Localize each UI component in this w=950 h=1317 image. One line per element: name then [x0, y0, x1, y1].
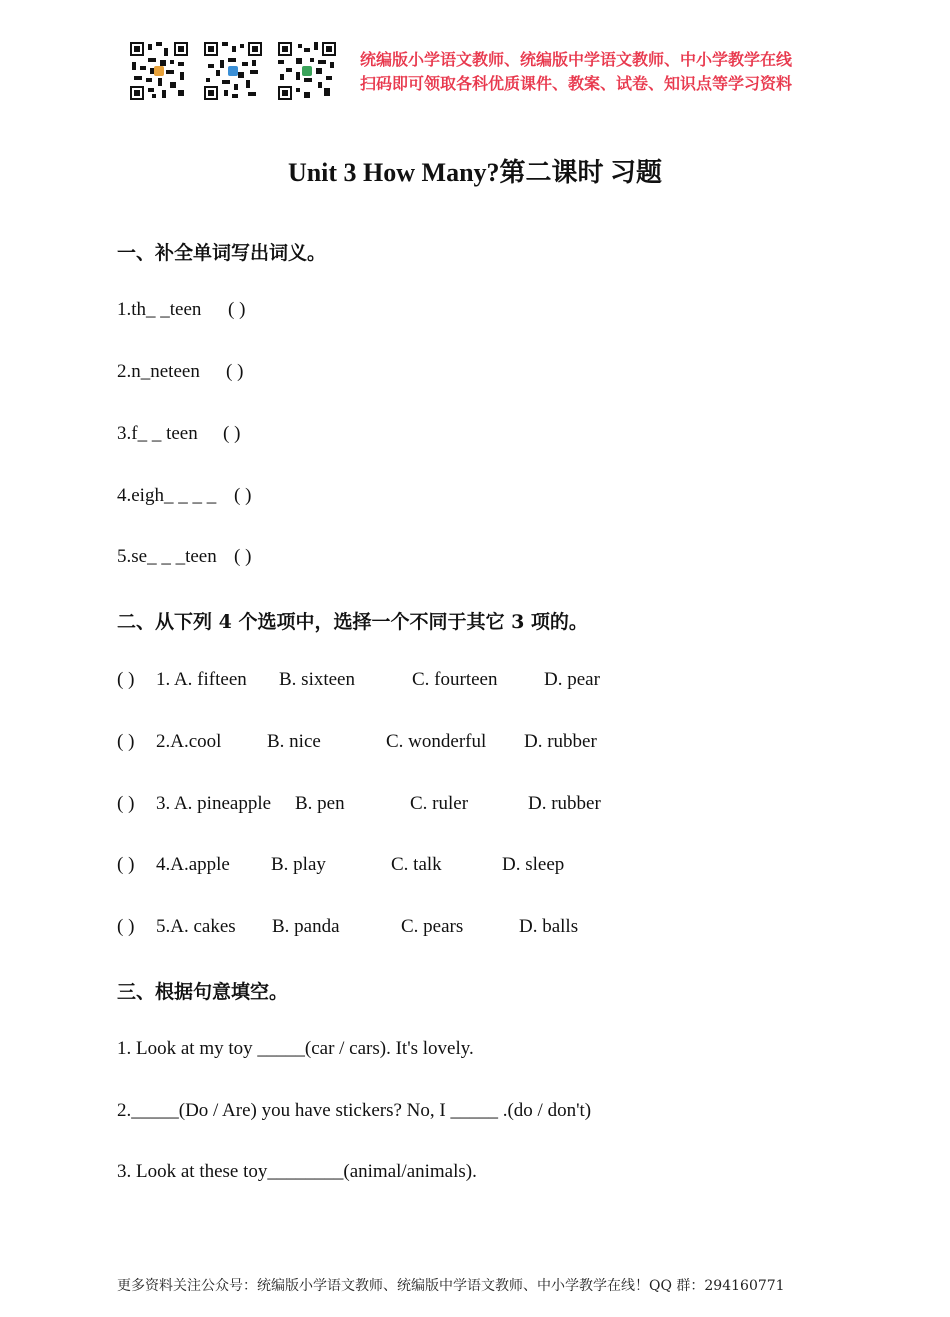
footer-text: 更多资料关注公众号：统编版小学语文教师、统编版中学语文教师、中小学教学在线！QQ 群：294160771: [117, 1278, 785, 1294]
word-blank: 4.eigh_ _ _ _: [117, 485, 217, 506]
meaning-bracket: ( ): [223, 423, 241, 444]
option-a: 2.A.cool: [156, 731, 222, 752]
word-blank: 1.th_ _teen: [117, 299, 202, 320]
answer-paren: ( ): [117, 669, 135, 690]
page-title: Unit 3 How Many?第二课时 习题: [287, 158, 663, 187]
list-item: 3. Look at these toy________(animal/animals).: [117, 1161, 477, 1182]
meaning-bracket: ( ): [234, 485, 252, 506]
list-item: 1. Look at my toy _____(car / cars). It's lovely.: [117, 1038, 474, 1059]
option-c: C. wonderful: [386, 731, 487, 752]
option-b: B. pen: [295, 793, 345, 814]
option-b: B. nice: [267, 731, 321, 752]
word-blank: 3.f_ _ teen: [117, 423, 198, 444]
option-a: 4.A.apple: [156, 854, 230, 875]
option-c: C. pears: [401, 916, 464, 937]
qr-code-icon: [278, 42, 336, 100]
option-d: D. rubber: [524, 731, 597, 752]
option-d: D. balls: [519, 916, 579, 937]
meaning-bracket: ( ): [234, 546, 252, 567]
option-d: D. rubber: [528, 793, 601, 814]
option-d: D. sleep: [502, 854, 565, 875]
qr-code-icon: [130, 42, 188, 100]
answer-paren: ( ): [117, 916, 135, 937]
meaning-bracket: ( ): [226, 361, 244, 382]
promo-line-1: 统编版小学语文教师、统编版中学语文教师、中小学教学在线: [360, 50, 793, 69]
section-3-heading: 三、根据句意填空。: [117, 981, 289, 1003]
answer-paren: ( ): [117, 731, 135, 752]
section-2-heading: 二、从下列 4 个选项中，选择一个不同于其它 3 项的。: [117, 611, 588, 633]
option-c: C. talk: [391, 854, 442, 875]
word-blank: 5.se_ _ _teen: [117, 546, 217, 567]
section-1-heading: 一、补全单词写出词义。: [117, 242, 327, 264]
option-a: 3. A. pineapple: [156, 793, 272, 814]
promo-line-2: 扫码即可领取各科优质课件、教案、试卷、知识点等学习资料: [360, 74, 793, 93]
meaning-bracket: ( ): [228, 299, 246, 320]
option-c: C. ruler: [410, 793, 469, 814]
list-item: 2._____(Do / Are) you have stickers? No, I _____ .(do / don't): [117, 1100, 592, 1121]
option-b: B. sixteen: [279, 669, 355, 690]
option-a: 5.A. cakes: [156, 916, 236, 937]
qr-code-icon: [204, 42, 262, 100]
option-b: B. panda: [272, 916, 340, 937]
promo-text: [360, 48, 792, 96]
option-d: D. pear: [544, 669, 600, 690]
answer-paren: ( ): [117, 793, 135, 814]
word-blank: 2.n_neteen: [117, 361, 200, 382]
header-banner: [130, 40, 830, 106]
option-b: B. play: [271, 854, 326, 875]
answer-paren: ( ): [117, 854, 135, 875]
option-a: 1. A. fifteen: [156, 669, 247, 690]
option-c: C. fourteen: [412, 669, 498, 690]
